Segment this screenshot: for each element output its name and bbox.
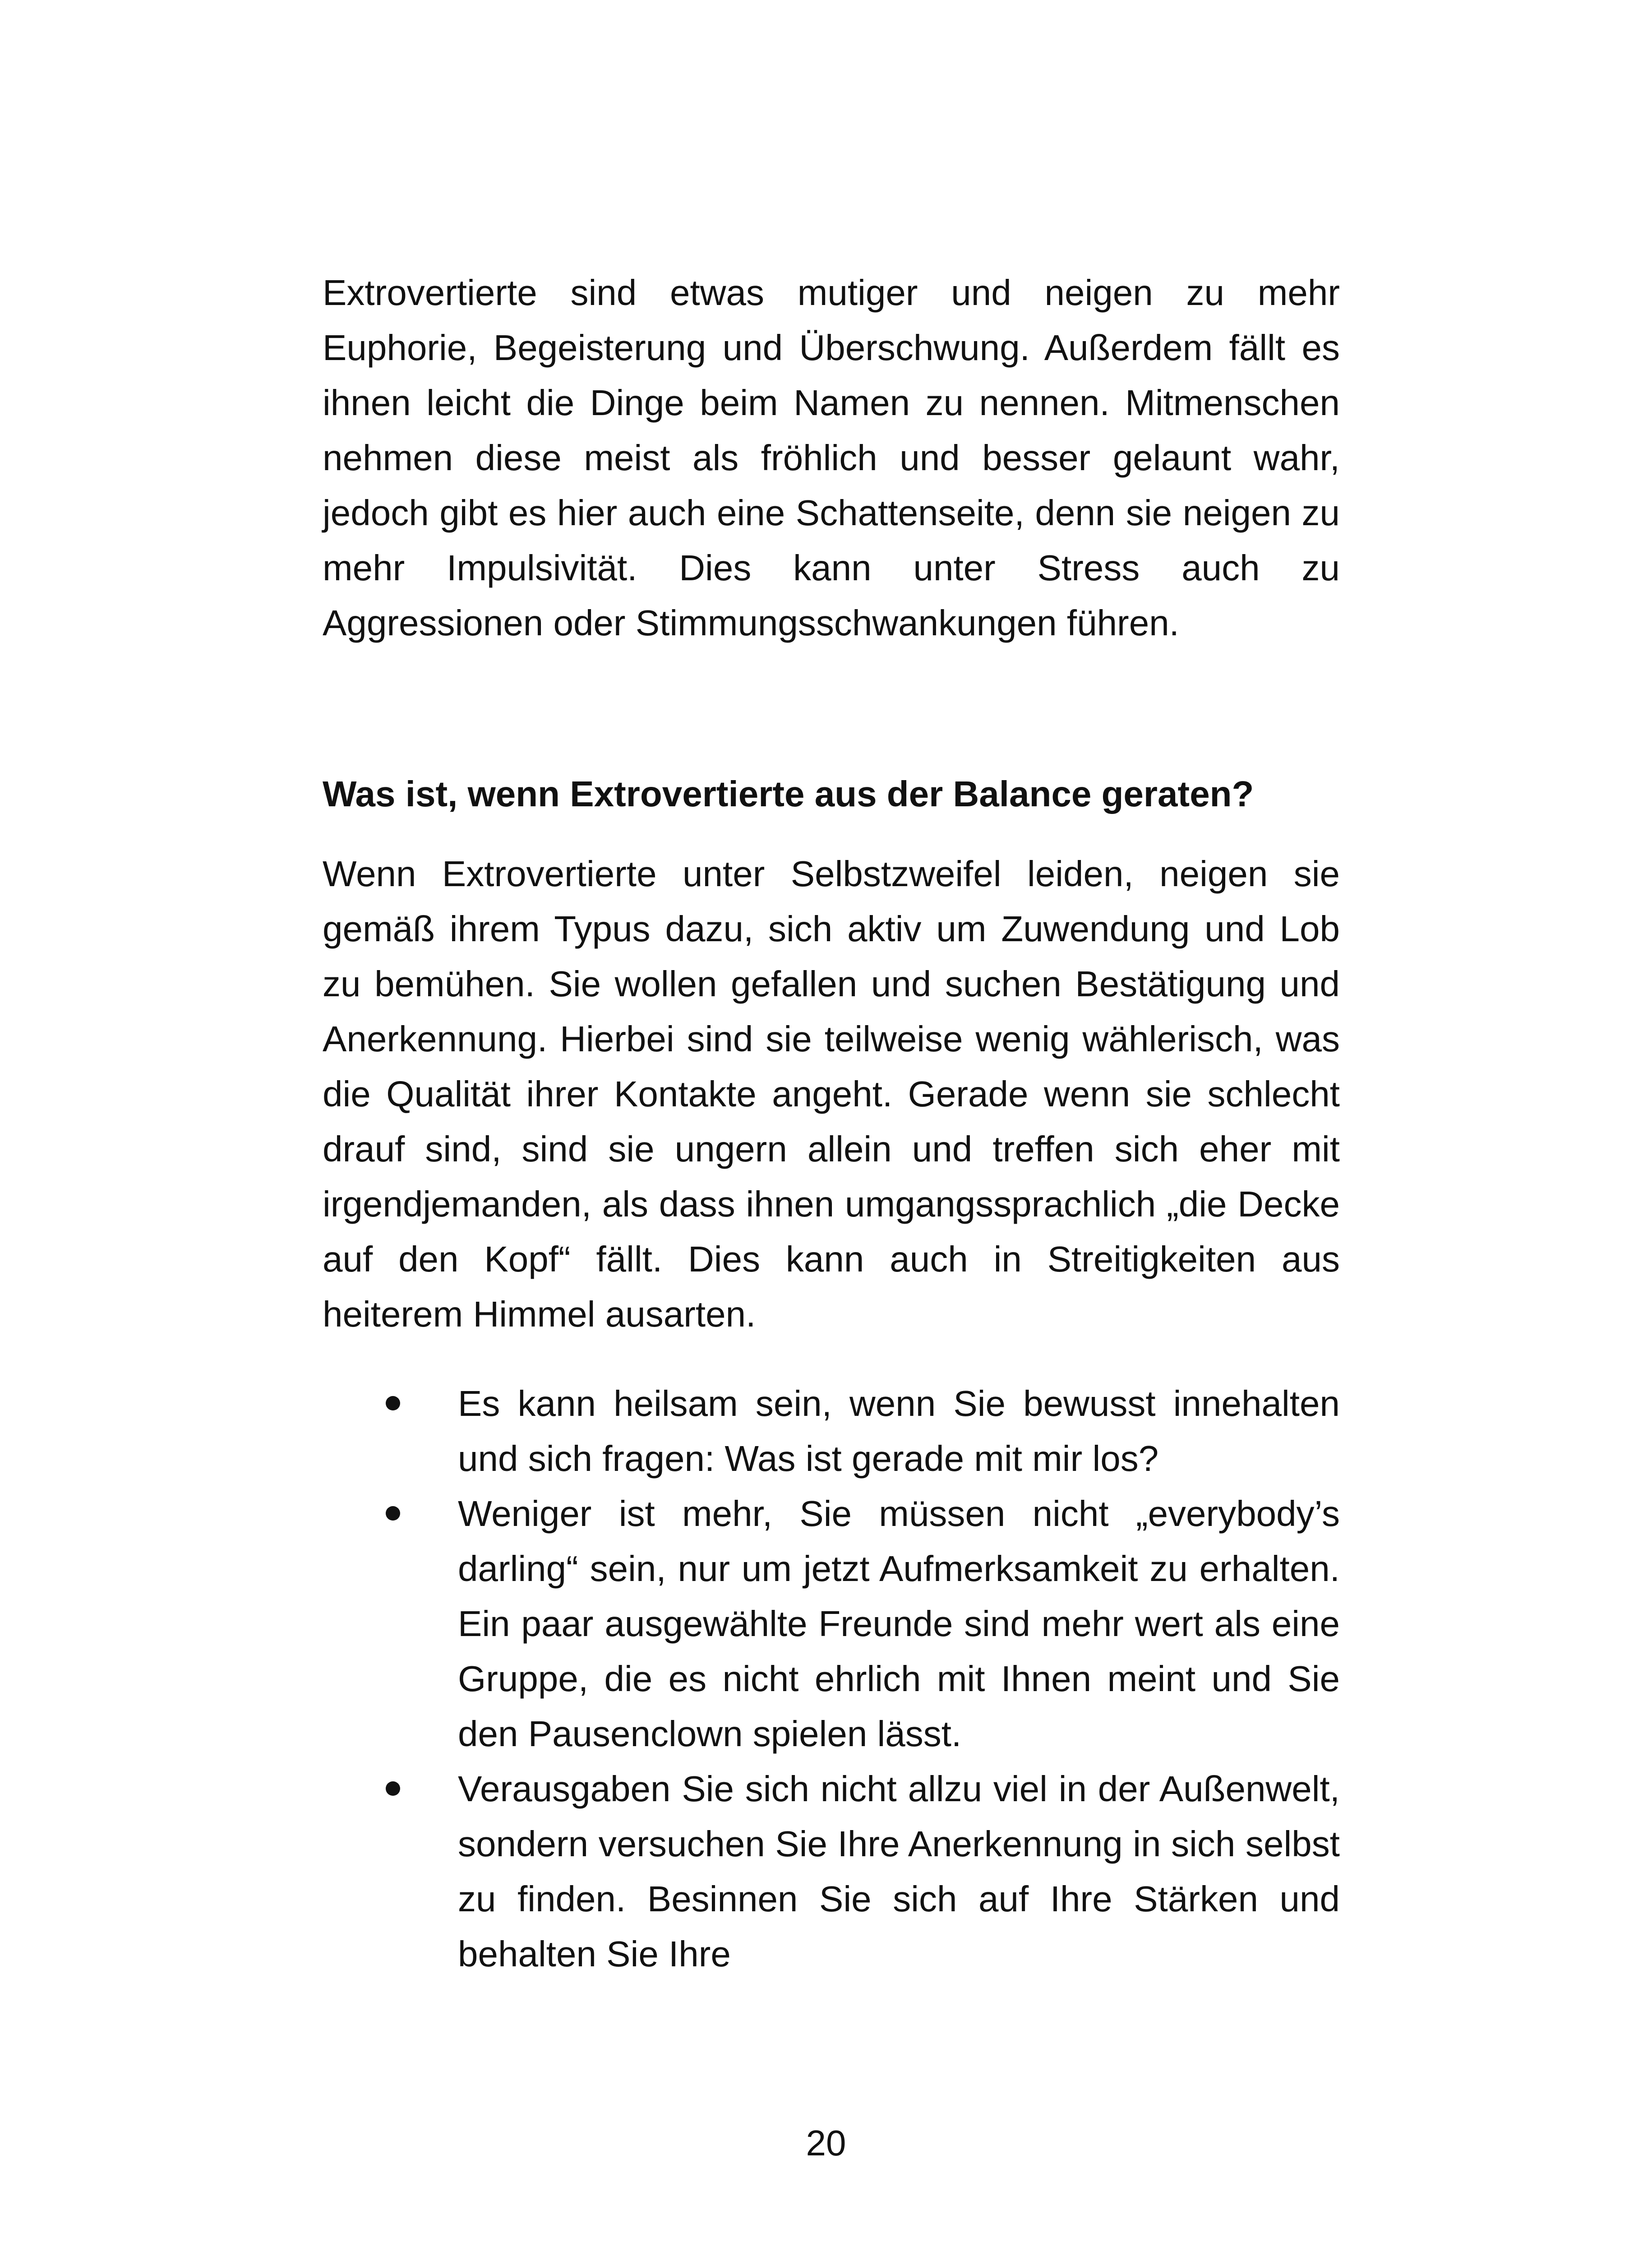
list-item-text: Weniger ist mehr, Sie müssen nicht „everybody’s darling“ sein, nur um jetzt Aufmerksamkeit zu erhalten. Ein paar ausgewählte Freunde sind mehr wert als eine Gruppe, die es nicht ehrlich mit Ihnen meint und Sie den Pausenclown spielen lässt. [458, 1493, 1340, 1754]
section-heading: Was ist, wenn Extrovertierte aus der Balance geraten? [323, 774, 1254, 814]
list-item [323, 1761, 1340, 1982]
list-item-text: Es kann heilsam sein, wenn Sie bewusst innehalten und sich fragen: Was ist gerade mit mir los? [458, 1383, 1340, 1479]
body-paragraph: Wenn Extrovertierte unter Selbstzweifel leiden, neigen sie gemäß ihrem Typus dazu, sich aktiv um Zuwendung und Lob zu bemühen. Sie wollen gefallen und suchen Bestätigung und Anerkennung. Hierbei sind sie teilweise wenig wählerisch, was die Qualität ihrer Kontakte angeht. Gerade wenn sie schlecht drauf sind, sind sie ungern allein und treffen sich eher mit irgendjemanden, als dass ihnen umgangssprachlich „die Decke auf den Kopf“ fällt. Dies kann auch in Streitigkeiten aus heiterem Himmel ausarten. [323, 854, 1340, 1334]
list-item-text: Verausgaben Sie sich nicht allzu viel in der Außenwelt, sondern versuchen Sie Ihre Anerkennung in sich selbst zu finden. Besinnen Sie sich auf Ihre Stärken und behalten Sie Ihre [458, 1769, 1340, 1974]
body-paragraph: Extrovertierte sind etwas mutiger und neigen zu mehr Euphorie, Begeisterung und Überschwung. Außerdem fällt es ihnen leicht die Dinge beim Namen zu nennen. Mitmenschen nehmen diese meist als fröhlich und besser gelaunt wahr, jedoch gibt es hier auch eine Schattenseite, denn sie neigen zu mehr Impulsivität. Dies kann unter Stress auch zu Aggressionen oder Stimmungsschwankungen führen. [323, 273, 1340, 643]
bullet-icon [386, 1506, 400, 1521]
page-number: 20 [806, 2123, 846, 2163]
list-item [323, 1376, 1340, 1486]
bullet-icon [386, 1781, 400, 1796]
bullet-icon [386, 1396, 400, 1410]
bullet-list [323, 1376, 1340, 1982]
list-item [323, 1486, 1340, 1761]
